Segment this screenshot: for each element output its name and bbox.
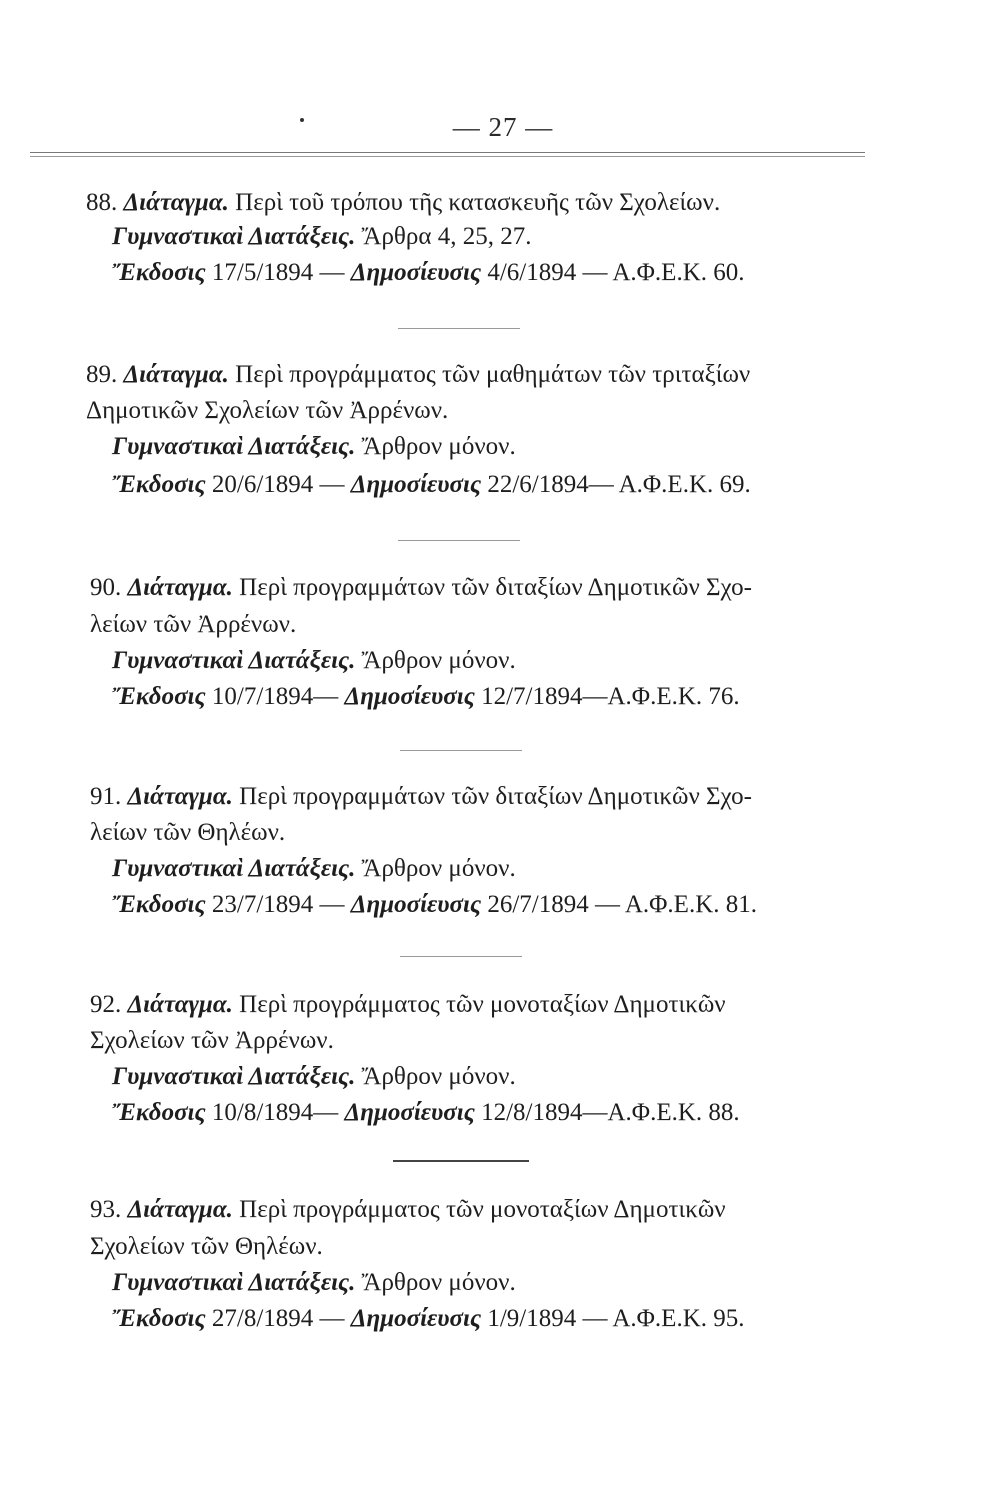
entry-type: Διάταγμα. xyxy=(127,574,233,601)
entry-93-line-3 xyxy=(112,1304,745,1334)
ekdosis-label: Ἔκδοσις xyxy=(112,1099,206,1126)
entry-title: Περὶ προγράμματος τῶν μαθημάτων τῶν τριταξίων xyxy=(235,361,751,388)
entry-88-line-2 xyxy=(112,222,531,252)
dimosieusis-label: Δημοσίευσις xyxy=(344,1099,475,1126)
ekdosis-date: 10/7/1894— xyxy=(211,683,339,710)
ekdosis-date: 17/5/1894 — xyxy=(211,259,345,286)
separator xyxy=(393,1160,529,1162)
page-number: — 27 — xyxy=(452,112,554,142)
entry-88-line-3 xyxy=(112,258,745,288)
dimosieusis-date: 26/7/1894 — Α.Φ.Ε.Κ. 81. xyxy=(487,891,758,918)
gym-provisions-text: Ἄρθρον μόνον. xyxy=(361,1269,516,1296)
gym-provisions-text: Ἄρθρον μόνον. xyxy=(361,647,516,674)
entry-93-line-1 xyxy=(90,1195,726,1225)
entry-type: Διάταγμα. xyxy=(123,189,229,216)
ekdosis-label: Ἔκδοσις xyxy=(112,259,206,286)
dimosieusis-label: Δημοσίευσις xyxy=(350,471,482,498)
dimosieusis-label: Δημοσίευσις xyxy=(350,259,482,286)
gym-provisions-label: Γυμναστικαὶ Διατάξεις. xyxy=(112,1269,356,1296)
dimosieusis-label: Δημοσίευσις xyxy=(350,1305,482,1332)
ekdosis-date: 10/8/1894— xyxy=(211,1099,339,1126)
entry-92-line-3 xyxy=(112,1098,740,1128)
dimosieusis-date: 12/7/1894—Α.Φ.Ε.Κ. 76. xyxy=(481,683,740,710)
gym-provisions-text: Ἄρθρον μόνον. xyxy=(361,1063,516,1090)
entry-90-line-1 xyxy=(90,573,752,603)
dimosieusis-date: 4/6/1894 — Α.Φ.Ε.Κ. 60. xyxy=(487,259,745,286)
entry-title: Περὶ προγράμματος τῶν μονοταξίων Δημοτικῶν xyxy=(239,991,726,1018)
gym-provisions-label: Γυμναστικαὶ Διατάξεις. xyxy=(112,223,356,250)
entry-title: Περὶ προγραμμάτων τῶν διταξίων Δημοτικῶν Σχο- xyxy=(239,574,752,601)
dimosieusis-date: 1/9/1894 — Α.Φ.Ε.Κ. 95. xyxy=(487,1305,745,1332)
entry-title: Περὶ τοῦ τρόπου τῆς κατασκευῆς τῶν Σχολείων. xyxy=(235,189,721,216)
header-rule xyxy=(30,152,865,153)
ekdosis-date: 20/6/1894 — xyxy=(211,471,345,498)
ekdosis-label: Ἔκδοσις xyxy=(112,471,206,498)
entry-number: 92. xyxy=(90,991,122,1018)
dimosieusis-date: 12/8/1894—Α.Φ.Ε.Κ. 88. xyxy=(481,1099,740,1126)
entry-93-line-1b: Σχολείων τῶν Θηλέων. xyxy=(90,1233,323,1260)
entry-title: Περὶ προγράμματος τῶν μονοταξίων Δημοτικῶν xyxy=(239,1196,726,1223)
separator xyxy=(398,328,520,329)
entry-91-line-1 xyxy=(90,782,752,812)
entry-number: 91. xyxy=(90,783,122,810)
entry-91-line-3 xyxy=(112,890,757,920)
entry-91-line-2 xyxy=(112,854,516,884)
gym-provisions-label: Γυμναστικαὶ Διατάξεις. xyxy=(112,1063,356,1090)
entry-92-line-1b: Σχολείων τῶν Ἀρρένων. xyxy=(90,1027,334,1054)
ekdosis-label: Ἔκδοσις xyxy=(112,683,206,710)
entry-91-line-1b: λείων τῶν Θηλέων. xyxy=(90,819,286,846)
separator xyxy=(400,956,522,957)
entry-88-line-1 xyxy=(86,188,720,218)
ekdosis-date: 27/8/1894 — xyxy=(211,1305,345,1332)
gym-provisions-label: Γυμναστικαὶ Διατάξεις. xyxy=(112,647,356,674)
entry-90-line-3 xyxy=(112,682,740,712)
entry-92-line-1 xyxy=(90,990,726,1020)
separator xyxy=(398,540,520,541)
ekdosis-label: Ἔκδοσις xyxy=(112,1305,206,1332)
separator xyxy=(400,750,522,751)
entry-type: Διάταγμα. xyxy=(127,1196,233,1223)
entry-89-line-1 xyxy=(86,360,750,390)
entry-89-line-1b: Δημοτικῶν Σχολείων τῶν Ἀρρένων. xyxy=(86,397,449,424)
entry-92-line-2 xyxy=(112,1062,516,1092)
header-rule-second xyxy=(30,156,865,157)
entry-89-line-2 xyxy=(112,432,516,462)
entry-number: 88. xyxy=(86,189,118,216)
gym-provisions-text: Ἄρθρα 4, 25, 27. xyxy=(361,223,532,250)
entry-number: 93. xyxy=(90,1196,122,1223)
entry-90-line-2 xyxy=(112,646,516,676)
ekdosis-label: Ἔκδοσις xyxy=(112,891,206,918)
entry-number: 90. xyxy=(90,574,122,601)
entry-90-line-1b: λείων τῶν Ἀρρένων. xyxy=(90,611,297,638)
gym-provisions-label: Γυμναστικαὶ Διατάξεις. xyxy=(112,433,356,460)
entry-type: Διάταγμα. xyxy=(123,361,229,388)
ekdosis-date: 23/7/1894 — xyxy=(211,891,345,918)
dimosieusis-label: Δημοσίευσις xyxy=(350,891,482,918)
dimosieusis-label: Δημοσίευσις xyxy=(344,683,475,710)
entry-89-line-3 xyxy=(112,470,751,500)
entry-type: Διάταγμα. xyxy=(127,991,233,1018)
dimosieusis-date: 22/6/1894— Α.Φ.Ε.Κ. 69. xyxy=(487,471,751,498)
entry-number: 89. xyxy=(86,361,118,388)
gym-provisions-label: Γυμναστικαὶ Διατάξεις. xyxy=(112,855,356,882)
entry-title: Περὶ προγραμμάτων τῶν διταξίων Δημοτικῶν Σχο- xyxy=(239,783,752,810)
gym-provisions-text: Ἄρθρον μόνον. xyxy=(361,855,516,882)
gym-provisions-text: Ἄρθρον μόνον. xyxy=(361,433,516,460)
entry-type: Διάταγμα. xyxy=(127,783,233,810)
entry-93-line-2 xyxy=(112,1268,516,1298)
